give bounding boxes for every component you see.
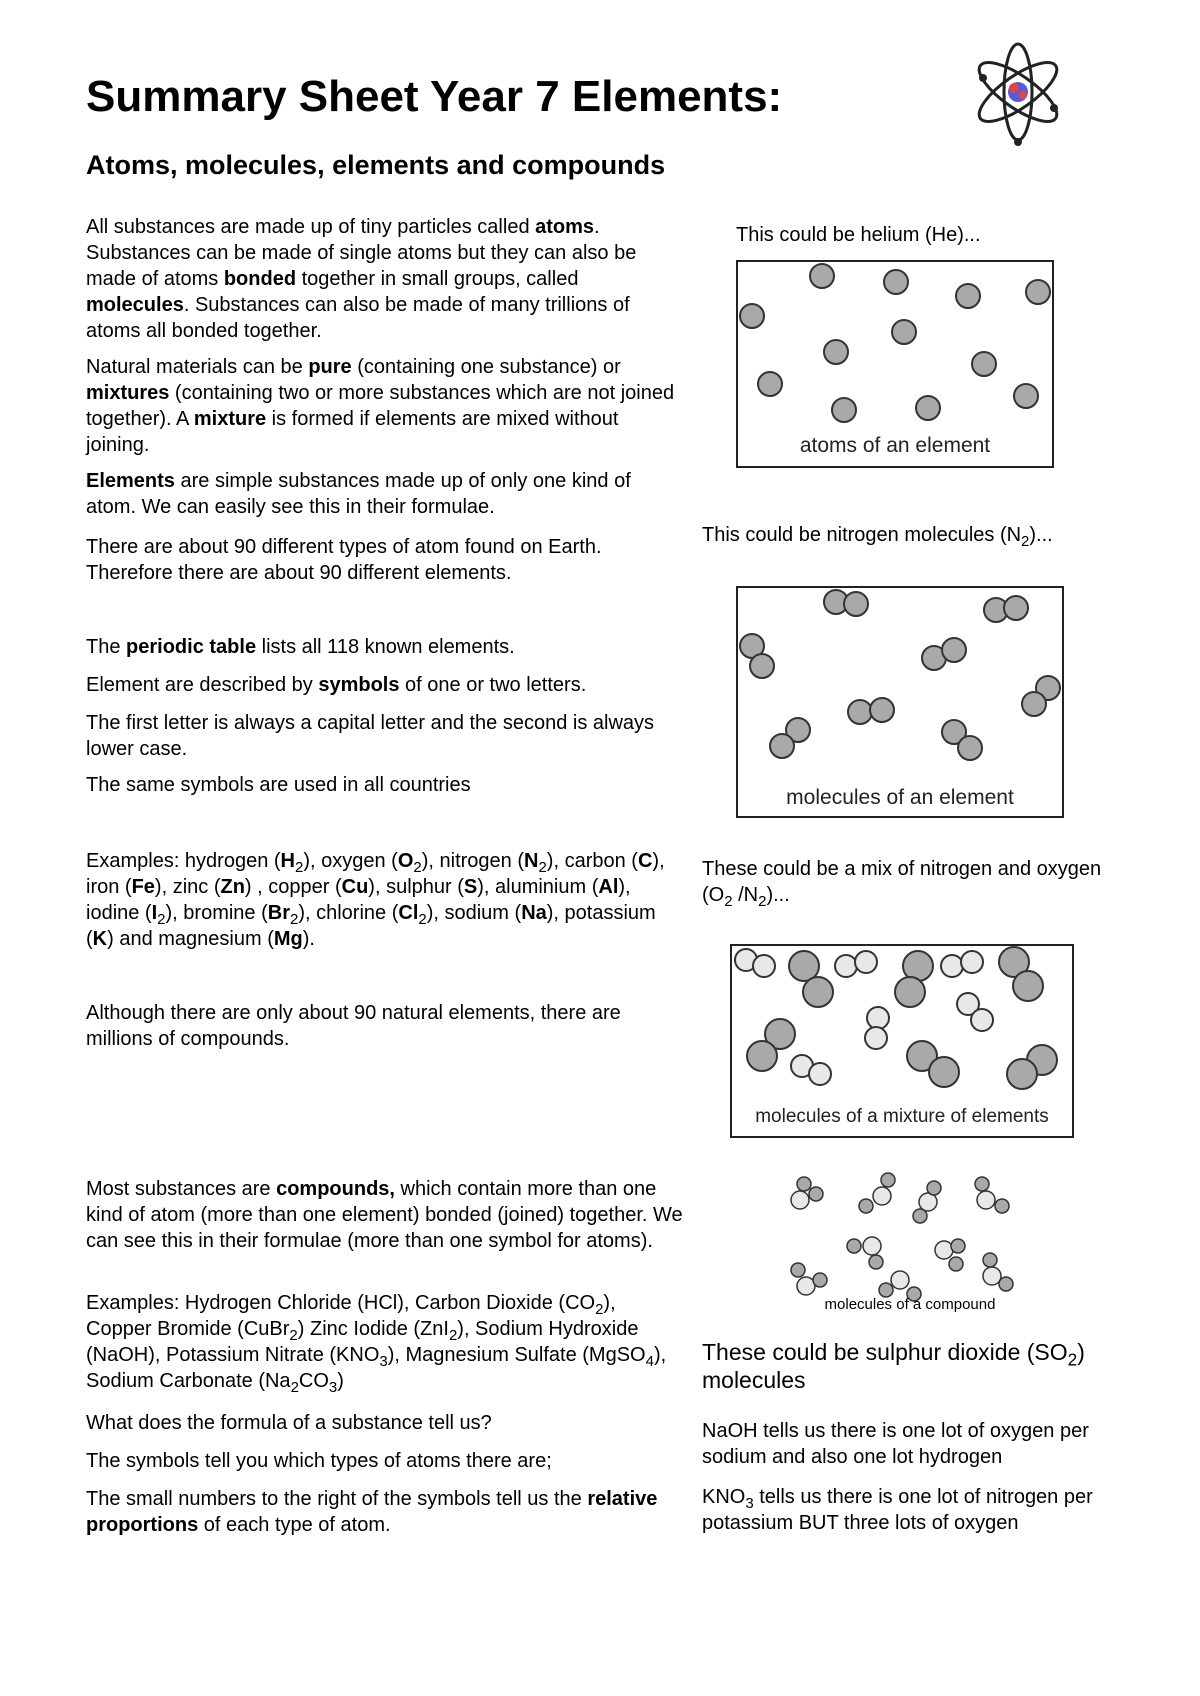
paragraph-compound-examples: Examples: Hydrogen Chloride (HCl), Carbon Dioxide $(CO_2)$, Copper Bromide (CuBr$_2$) Zinc Iodide (ZnI$_2$), Sodium Hydroxide (NaOH), Potassium Nitrate $(KNO_3)$, Magnesium Sulfate (MgSO$_4$), Sodium Carbonate $(Na_2CO_3)$ bbox=[86, 1292, 667, 1396]
box-label: molecules of a mixture of elements bbox=[755, 1106, 1049, 1127]
so2-caption: These could be sulphur dioxide $(SO_2)$ molecules bbox=[702, 1339, 1085, 1393]
atom-logo-icon bbox=[968, 38, 1068, 146]
paragraph-elements: Elements are simple substances made up of only one kind of atom. We can easily see this in their formulae. bbox=[86, 470, 631, 518]
nitrogen-caption: This could be nitrogen molecules $(N_2)$... bbox=[702, 524, 1053, 550]
naoh-note: NaOH tells us there is one lot of oxygen per sodium and also one lot hydrogen bbox=[702, 1420, 1089, 1468]
molecule-pairs bbox=[738, 588, 1062, 816]
paragraph-pure-mixtures: Natural materials can be pure (containing one substance) or mixtures (containing two or more substances which are not joined together). A mixture is formed if elements are mixed without joining. bbox=[86, 356, 675, 456]
page-title: Summary Sheet Year 7 Elements: bbox=[86, 72, 783, 121]
paragraph-formula-question: What does the formula of a substance tell us? bbox=[86, 1412, 492, 1434]
paragraph-compounds: Most substances are compounds, which contain more than one kind of atom (more than one element) bonded (joined) together. We can see this in their formulae (more than one symbol for atoms). bbox=[86, 1178, 683, 1252]
mixture-diagram bbox=[730, 944, 1074, 1138]
paragraph-periodic-table: The periodic table lists all 118 known elements. bbox=[86, 636, 515, 658]
paragraph-90-atoms: There are about 90 different types of atom found on Earth. Therefore there are about 90 different elements. bbox=[86, 536, 602, 584]
compound-label: molecules of a compound bbox=[824, 1296, 996, 1313]
paragraph-millions-compounds: Although there are only about 90 natural elements, there are millions of compounds. bbox=[86, 1002, 621, 1050]
section-heading: Atoms, molecules, elements and compounds bbox=[86, 150, 666, 180]
paragraph-same-symbols: The same symbols are used in all countries bbox=[86, 774, 471, 796]
box-label: atoms of an element bbox=[799, 434, 991, 457]
mixture-caption: These could be a mix of nitrogen and oxygen ($O_2$ $/N_2$)... bbox=[702, 858, 1102, 910]
molecules-element-diagram bbox=[736, 586, 1064, 818]
paragraph-symbols-types: The symbols tell you which types of atoms there are; bbox=[86, 1450, 552, 1472]
paragraph-symbols: Element are described by symbols of one or two letters. bbox=[86, 674, 587, 696]
kno3-note: $KNO_3$ tells us there is one lot of nitrogen per potassium BUT three lots of oxygen bbox=[702, 1486, 1093, 1534]
paragraph-small-numbers: The small numbers to the right of the symbols tell us the relative proportions of each type of atom. bbox=[86, 1488, 658, 1536]
helium-caption: This could be helium (He)... bbox=[736, 224, 981, 246]
compound-diagram bbox=[780, 1166, 1040, 1318]
paragraph-capital-letter: The first letter is always a capital letter and the second is always lower case. bbox=[86, 712, 655, 760]
paragraph-element-examples: Examples: hydrogen $(H_2)$, oxygen $(O_2)$, nitrogen $(N_2)$, carbon (C), iron (Fe), zinc (Zn) , copper (Cu), sulphur (S), aluminium (Al), iodine $(I_2)$, bromine $(Br_2)$, chlorine $(Cl_2)$, sodium (Na), potassium (K) and magnesium (Mg). bbox=[86, 850, 665, 950]
atoms-element-diagram bbox=[736, 260, 1054, 468]
paragraph-atoms: All substances are made up of tiny particles called atoms. Substances can be made of single atoms but they can also be made of atoms bonded together in small groups, called molecules. Substances can also be made of many trillions of atoms all bonded together. bbox=[86, 216, 637, 342]
box-label: molecules of an element bbox=[786, 786, 1014, 809]
